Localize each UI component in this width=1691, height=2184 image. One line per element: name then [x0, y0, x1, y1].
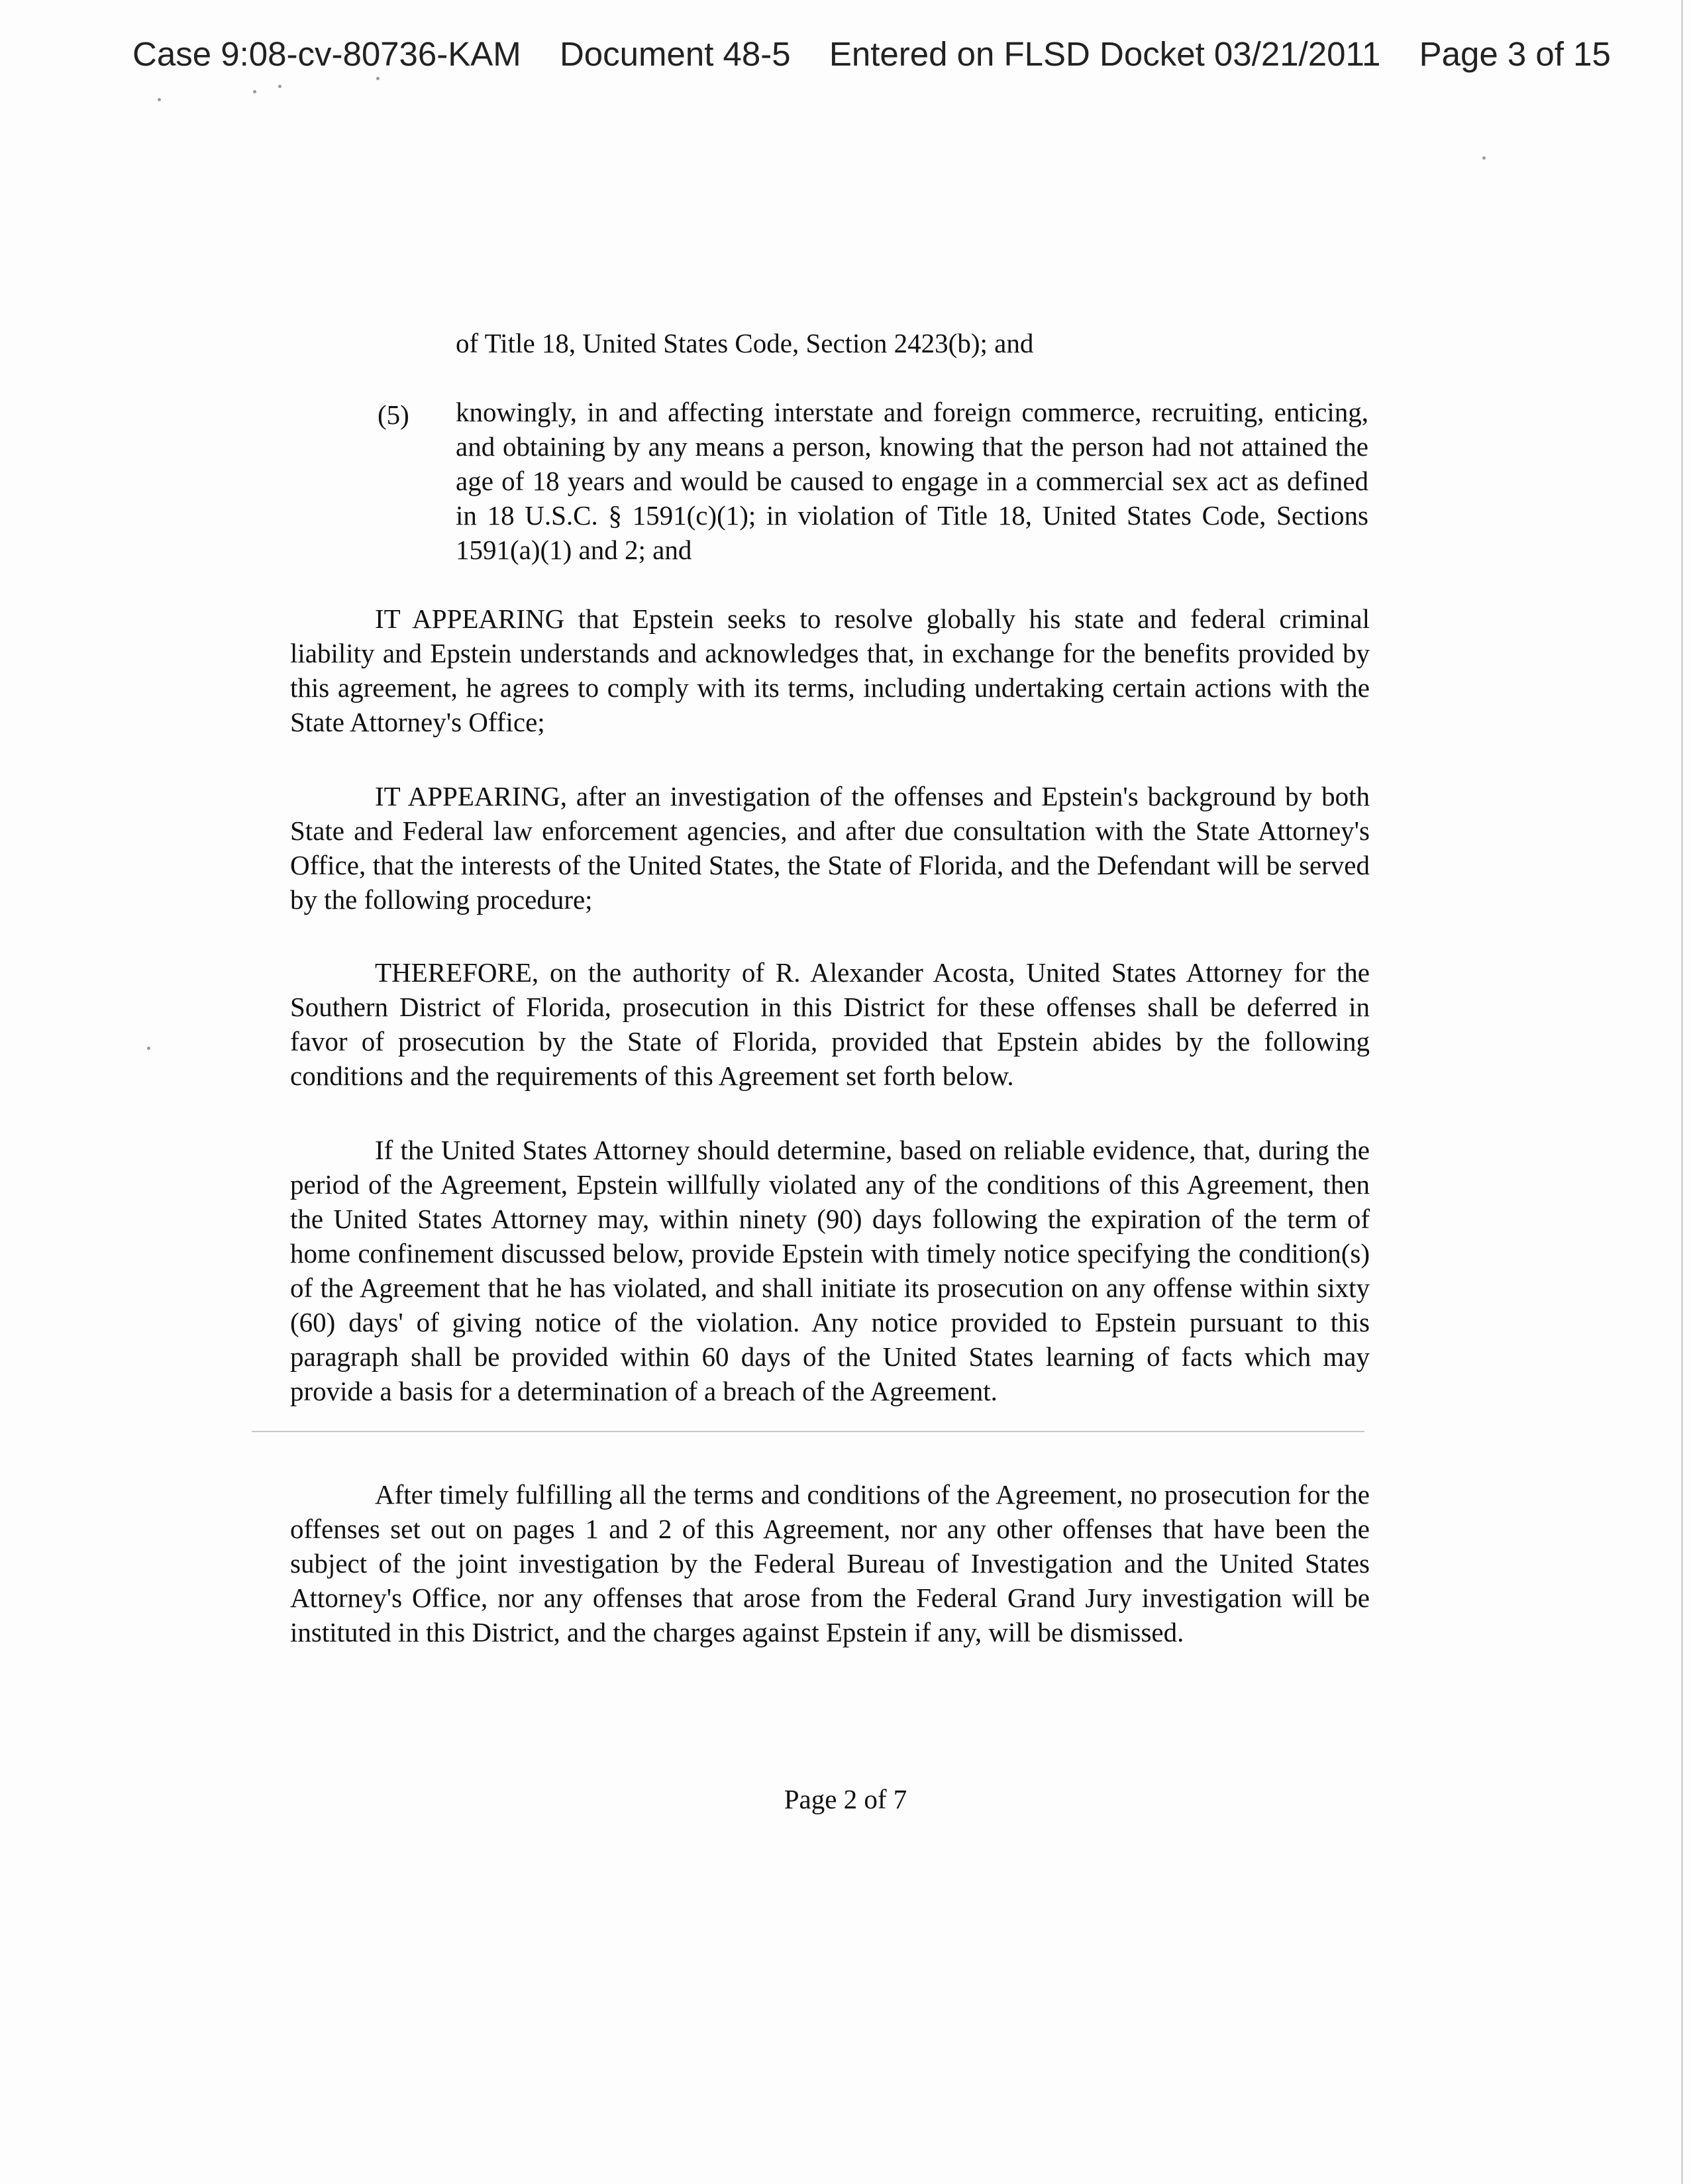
scan-speck: [147, 1047, 150, 1050]
scan-speck: [253, 90, 256, 93]
list-item-number: (5): [378, 399, 409, 430]
scan-edge-line: [1681, 0, 1683, 2184]
scan-speck: [376, 77, 380, 80]
docket-header: [132, 34, 1611, 74]
case-number: Case 9:08-cv-80736-KAM: [132, 35, 521, 73]
docket-entry-date: Entered on FLSD Docket 03/21/2011: [829, 35, 1381, 73]
docket-page-number: Page 3 of 15: [1419, 35, 1611, 73]
paragraph-it-appearing-1: IT APPEARING that Epstein seeks to resolve globally his state and federal criminal liability and Epstein understands and acknowledges that, in exchange for the benefits provided by this agreement, he agrees to comply with its terms, including undertaking certain actions with the State Attorney's Office;: [290, 603, 1370, 737]
list-item-text: knowingly, in and affecting interstate and foreign commerce, recruiting, enticing, and obtaining by any means a person, knowing that the person had not attained the age of 18 years and would be caused to engage in a commercial sex act as defined in 18 U.S.C. § 1591(c)(1); in violation of Title 18, United States Code, Sections 1591(a)(1) and 2; and: [456, 397, 1368, 565]
list-continuation: of Title 18, United States Code, Section 2423(b); and: [456, 328, 1034, 358]
paragraph-no-prosecution: After timely fulfilling all the terms and conditions of the Agreement, no prosecution for the offenses set out on pages 1 and 2 of this Agreement, nor any other offenses that have been the subject of the joint investigation by the Federal Bureau of Investigation and the United States Attorney's Office, nor any offenses that arose from the Federal Grand Jury investigation will be instituted in this District, and the charges against Epstein if any, will be dismissed.: [290, 1479, 1370, 1647]
scan-artifact-line: [252, 1431, 1364, 1432]
scan-speck: [1482, 156, 1486, 160]
paragraph-therefore: THEREFORE, on the authority of R. Alexander Acosta, United States Attorney for the Southern District of Florida, prosecution in this District for these offenses shall be deferred in favor of prosecution by the State of Florida, provided that Epstein abides by the following conditions and the requirements of this Agreement set forth below.: [290, 957, 1370, 1091]
scan-speck: [158, 98, 161, 101]
paragraph-violation-notice: If the United States Attorney should determine, based on reliable evidence, that, during the period of the Agreement, Epstein willfully violated any of the conditions of this Agreement, then the United States Attorney may, within ninety (90) days following the expiration of the term of home confinement discussed below, provide Epstein with timely notice specifying the condition(s) of the Agreement that he has violated, and shall initiate its prosecution on any offense within sixty (60) days' of giving notice of the violation. Any notice provided to Epstein pursuant to this paragraph shall be provided within 60 days of the United States learning of facts which may provide a basis for a determination of a breach of the Agreement.: [290, 1135, 1370, 1406]
scan-speck: [278, 85, 282, 88]
page-footer: Page 2 of 7: [784, 1784, 907, 1814]
paragraph-it-appearing-2: IT APPEARING, after an investigation of the offenses and Epstein's background by both State and Federal law enforcement agencies, and after due consultation with the State Attorney's Office, that the interests of the United States, the State of Florida, and the Defendant will be served by the following procedure;: [290, 781, 1370, 915]
document-number: Document 48-5: [559, 35, 791, 73]
